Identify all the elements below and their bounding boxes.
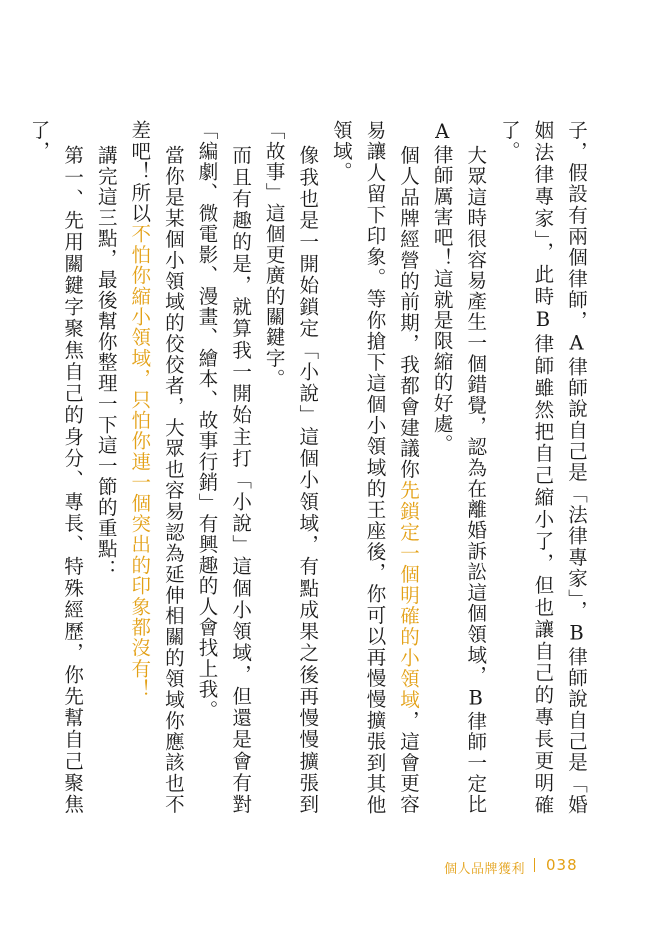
paragraph-3-start: 個人品牌經營的前期，我都會建議你 [397,145,421,481]
paragraph-3 [324,120,425,815]
paragraph-6 [123,120,190,815]
highlight-comma: ， [128,368,152,390]
paragraph-8: 第一、先用關鍵字聚焦自己的身分、專長、特殊經歷，你先幫自己聚焦了， [27,120,85,815]
footer-book-title: 個人品牌獲利 [444,862,526,877]
highlight-small-domain: 先鎖定一個明確的小領域 [397,480,421,711]
paragraph-7: 講完這三點，最後幫你整理一下這一節的重點： [94,145,118,581]
highlight-only-afraid: 只怕你連一個突出的印象都沒有 [128,389,152,679]
paragraph-5: 而且有趣的是，就算我一開始主打「小說」這個小領域，但還是會有對「編劇、微電影、漫畫、繪本、故事行銷」有興趣的人會找上我。 [195,120,253,815]
paragraph-6-start: 當你是某個小領域的佼佼者，大眾也容易認為延伸相關的領域你應該也不差吧！所以 [128,120,185,815]
paragraph-1: 子，假設有兩個律師，A律師說自己是「法律專家」，B律師說自己是「婚姻法律專家」，此時B律師雖然把自己縮小了，但也讓自己的專長更明確了。 [497,120,588,815]
paragraph-2: 大眾這時很容易產生一個錯覺，認為在離婚訴訟這個領域，B律師一定比A律師厲害吧！這就是限縮的好處。 [430,120,488,815]
paragraph-3-end: ，這會更容易讓人留下印象。等你搶下這個小領域的王座後，你可以再慢慢擴張到其他領域。 [329,120,421,816]
footer-divider [534,858,535,872]
paragraph-4: 像我也是一開始鎖定「小說」這個小領域，有點成果之後再慢慢擴張到「故事」這個更廣的關鍵字。 [262,120,320,815]
page-number: 038 [546,856,578,874]
body-text [22,120,593,815]
paragraph-6-end: ！ [128,678,152,700]
highlight-not-afraid: 不怕你縮小領域 [128,223,152,369]
